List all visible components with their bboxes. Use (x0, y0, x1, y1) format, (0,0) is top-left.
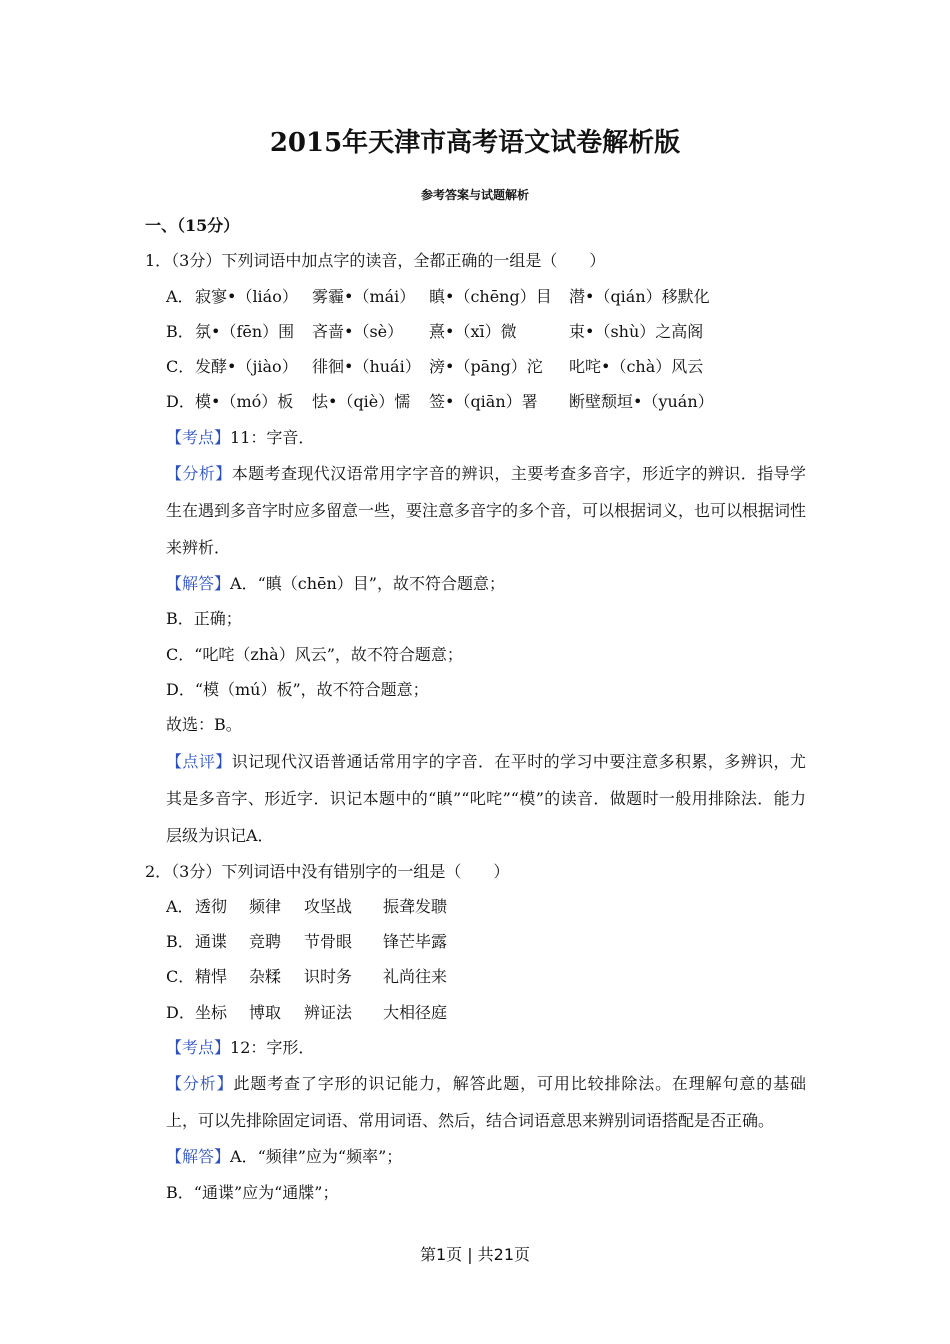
q1-kaodian (145, 420, 806, 455)
q2-jieda (145, 1139, 806, 1174)
page-footer: 第1页 | 共21页 (419, 1245, 531, 1264)
option-item: 杂糅 (249, 967, 282, 987)
kaodian-label: 【考点】 (166, 1038, 231, 1058)
option-item: 熹•（xī）微 (429, 321, 517, 341)
question-1-stem: 1．（3分）下列词语中加点字的读音，全都正确的一组是（ ） (145, 251, 606, 271)
option-row (145, 889, 806, 924)
option-row (145, 959, 806, 994)
kaodian-text: 11：字音． (230, 427, 315, 447)
jieda-line: A．“频律”应为“频率”； (230, 1147, 403, 1167)
fenxi-label: 【分析】 (166, 464, 232, 484)
option-label: C． (166, 967, 195, 987)
fenxi-text: 此题考查了字形的识记能力，解答此题，可用比较排除法。在理解句意的基础上，可以先排除固定词语、常用词语、然后，结合词语意思来辨别词语搭配是否正确。 (166, 1074, 806, 1131)
option-item: 大相径庭 (383, 1002, 448, 1022)
q2-kaodian (145, 1030, 806, 1065)
option-row (145, 349, 806, 384)
option-item: 振聋发聩 (383, 896, 448, 916)
option-item: 瞋•（chēng）目 (429, 286, 552, 306)
option-item: 断壁颓垣•（yuán） (569, 392, 714, 412)
option-item: 频律 (249, 896, 282, 916)
jieda-line: A．“瞋（chēn）目”，故不符合题意； (230, 574, 505, 594)
q1-fenxi (145, 455, 806, 566)
option-row (145, 314, 806, 349)
fenxi-label: 【分析】 (166, 1074, 234, 1094)
option-item: 潜•（qián）移默化 (569, 286, 710, 306)
document-body (145, 208, 806, 1210)
jieda-line: 故选：B。 (166, 715, 242, 735)
option-item: 通谍 (195, 932, 228, 952)
option-item: 精悍 (195, 967, 228, 987)
option-row (145, 995, 806, 1030)
q2-fenxi (145, 1065, 806, 1139)
jieda-label: 【解答】 (166, 1147, 231, 1167)
question-2-options (145, 889, 806, 1030)
option-item: 节骨眼 (304, 932, 353, 952)
option-item: 礼尚往来 (383, 967, 448, 987)
option-row (145, 384, 806, 419)
page-title: 2015年天津市高考语文试卷解析版 (269, 128, 681, 158)
page-subtitle: 参考答案与试题解析 (420, 188, 529, 202)
section-heading: 一、（15分） (145, 216, 240, 235)
dianping-label: 【点评】 (166, 751, 232, 771)
option-label: A． (166, 286, 194, 306)
option-item: 识时务 (304, 967, 353, 987)
kaodian-label: 【考点】 (166, 427, 231, 447)
dianping-text: 识记现代汉语普通话常用字的字音．在平时的学习中要注意多积累，多辨识，尤其是多音字、形近字．识记本题中的“瞋”“叱咤”“模”的读音．做题时一般用排除法．能力层级为识记A． (166, 751, 806, 845)
q1-jieda (145, 566, 806, 601)
kaodian-text: 12：字形． (230, 1038, 315, 1058)
option-label: B． (166, 321, 194, 341)
option-item: 签•（qiān）署 (429, 392, 538, 412)
fenxi-text: 本题考查现代汉语常用字字音的辨识，主要考查多音字，形近字的辨识．指导学生在遇到多音字时应多留意一些，要注意多音字的多个音，可以根据词义，也可以根据词性来辨析． (166, 464, 807, 558)
option-item: 吝啬•（sè） (312, 321, 404, 341)
option-item: 寂寥•（liáo） (195, 286, 298, 306)
jieda-line: D．“模（mú）板”，故不符合题意； (166, 679, 429, 699)
option-item: 叱咤•（chà）风云 (569, 357, 704, 377)
option-item: 模•（mó）板 (195, 392, 294, 412)
option-item: 束•（shù）之高阁 (569, 321, 704, 341)
option-label: A． (166, 896, 194, 916)
option-item: 滂•（pāng）沱 (429, 357, 543, 377)
option-label: D． (166, 1002, 195, 1022)
question-2-stem: 2．（3分）下列词语中没有错别字的一组是（ ） (145, 861, 510, 881)
option-item: 博取 (249, 1002, 282, 1022)
option-row (145, 279, 806, 314)
option-item: 透彻 (195, 896, 228, 916)
option-item: 发酵•（jiào） (195, 357, 298, 377)
jieda-label: 【解答】 (166, 574, 231, 594)
q1-dianping (145, 743, 806, 854)
jieda-line: B．正确； (166, 609, 242, 629)
option-item: 雾霾•（mái） (312, 286, 416, 306)
option-item: 坐标 (195, 1002, 228, 1022)
option-row (145, 924, 806, 959)
option-item: 徘徊•（huái） (312, 357, 421, 377)
option-item: 竞聘 (249, 932, 282, 952)
option-label: C． (166, 357, 195, 377)
jieda-line: C．“叱咤（zhà）风云”，故不符合题意； (166, 644, 463, 664)
option-item: 攻坚战 (304, 896, 353, 916)
option-item: 辨证法 (304, 1002, 353, 1022)
option-item: 怯•（qiè）懦 (312, 392, 411, 412)
option-item: 氛•（fēn）围 (195, 321, 295, 341)
option-label: B． (166, 932, 194, 952)
option-label: D． (166, 392, 195, 412)
option-item: 锋芒毕露 (383, 932, 448, 952)
jieda-line: B．“通谍”应为“通牒”； (166, 1182, 339, 1202)
question-1-options (145, 279, 806, 420)
